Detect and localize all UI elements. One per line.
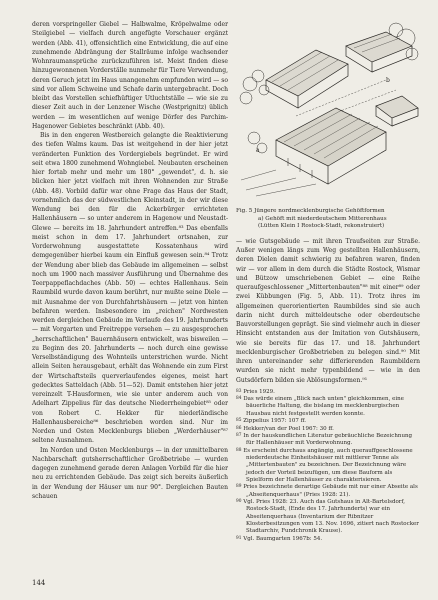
figure (236, 20, 420, 206)
footnote: $^{83}$ Pries 1929. (236, 388, 275, 395)
footnote: $^{87}$ In der hauskundlichen Literatur gebräuchliche Bezeichnung für Hallenhäuser mit Vorderwohnung. (236, 432, 413, 447)
svg-text:a: a (256, 147, 260, 154)
paragraph: deren vorspringeller Giebel — Halbwalme, Kröpelwalme oder Steilgiebel — vielfach durch angefügte Vorschauer ergänzt werden (Abb. 41), offensichtlich eine Entwicklung, die auf eine zunehmende Abdrängung der Stallräume infolge wachsender Wohnraumansprüche zurückzuführen ist. Meist finden diese hinzugewonnenen Vorderställe nunmehr für Tiere Verwendung, deren Geruch jetzt im Haus unangenehm empfunden wird — so sind vor allem Schweine und Schafe darin untergebracht. Doch bleibt das Vorstellen schiefhüftiger Utluchtställe — wie sie zu dieser Zeit auch in der Lenzener Wische (Westprignitz) üblich werden — im wesentlichen auf wenige Dörfer des Parchim-Hagenower Gebietes beschränkt (Abb. 40). (32, 21, 228, 130)
footnote: $^{88}$ Es erscheint durchaus angängig, auch querauffgeschlossene niederdeutsche Einheitshäuser mit mittlerer Tenne als „Mittertenbauten" zu bezeichnen. Der Bezeichnung wäre jedoch der Vorteil beizufügen, um diese Bauform als Spielform der Hallenhäuser zu charakterisieren. (236, 447, 413, 483)
farmstead-sketch-icon (236, 20, 420, 206)
footnote: $^{85}$ Zippelius 1957: 107 ff. (236, 418, 307, 425)
left-column (32, 20, 228, 501)
paragraph: Im Norden und Osten Mecklenburgs — in der unmittelbaren Nachbarschaft gutsherrschaftlicher Großbetriebe — wurden dagegen zunehmend gerade deren Anlagen Vorbild für die hier neu zu errichtenden Gebäude. Das zeigt sich bereits äußerlich in der Wendung der Häuser um nur 90°. Dergleichen Bauten schauen (32, 446, 228, 500)
footnotes (236, 389, 420, 543)
caption-line: (Lütten Klein I Rostock-Stadt, rekonstruiert) (258, 223, 385, 230)
svg-text:b: b (386, 77, 390, 84)
figure-caption (236, 208, 420, 231)
footnote: $^{86}$ Hekker/van der Poel 1967: 30 ff. (236, 425, 334, 432)
right-column (236, 20, 420, 543)
paragraph: Bis in den engeren Westbereich gelangte die Reaktivierung des tiefen Walms kaum. Das ist weitgehend in der hier jetzt veränderten Funktion des Vordergiebels begründet. Er wird seit etwa 1800 zunehmend Wohngiebel. Neubauten erscheinen hier fortab mehr und mehr um 180° „gewendet", d. h. sie blicken hier jetzt vielfach mit ihren Wohnenden zur Straße (Abb. 48). Vorbild dafür war ohne Frage das Haus der Stadt, vornehmlich das der südwestlichen Kleinstadt, in der wir diese Wendung bei den für die Ackerbürger errichteten Hallenhäusern — so unter anderem in Hagenow und Neustadt-Glewe — bereits im 18. Jahrhundert antreffen.⁸³ Das ebenfalls meist schon in dem 17. Jahrhundert ortsnahen, zur Vorderwohnung ausgestattete Kossatenhaus wird demgegenüber hierbei kaum ein Einfluß gewesen sein.⁸⁴ Trotz der Wendung aber blieb das Gebäude im allgemeinen — selbst noch um 1900 nach massiver Ausführung und Übernahme des Teerpappeflachdaches (Abb. 50) — echtes Hallenhaus. Sein Raumbild wurde davon kaum berührt, nur mußte seine Diele — mit Ausnahme der von Durchfahrtshäusern — jetzt von hinten befahren werden. Insbesondere im „reichen" Nordwesten werden dergleichen Gebäude im Verlaufe des 19. Jahrhunderts — mit Vorgarten und Freitreppe versehen — zu ausgesprochen „herrschaftlichen" Bauernhäusern entwickelt, was bisweilen — zu Beginn des 20. Jahrhunderts — noch durch eine gewisse Verselbständigung des Wohnteils unterstrichen wurde. Nicht allein Seiten herausgebaut, erhält das Wohnende ein zum First der Wirtschaftsteils querverlaufendes eigenes, meist hart gedecktes Satteldach (Abb. 51—52). Damit entstehen hier jetzt vereinzelt T-Hausformen, wie sie unter anderem auch von Adelhart Zippelius für das deutsche Niederrheingebiet⁸⁵ oder von Robert C. Hekker für niederländische Hallenhausbereiche⁸⁶ beschrieben worden sind. Nur im Norden und Osten Mecklenburgs blieben „Werderhäuser"⁸⁷ seltene Ausnahmen. (32, 132, 228, 445)
right-body-text (236, 237, 420, 385)
caption-line: a) Gehöft mit niederdeutschem Mitterenhaus (258, 215, 387, 222)
paragraph: — wie Gutsgebäude — mit ihren Traufseiten zur Straße. Außer wenigen längs zum Weg gestellten Hallenhäusern, deren Dielen damit schwierig zu befahren waren, finden wir — vor allem in dem durch die Städte Rostock, Wismar und Bützow umschriebenen Gebiet — eine Reihe queraufgeschlossener „Mittertenbauten"⁸⁸ mit einer⁸⁹ oder zwei Kübbungen (Fig. 5, Abb. 11). Trotz ihres im allgemeinen querorientierten Raumbildes sind sie auch darin nicht durch mitteldeutsche oder oberdeutsche Bauvorstellungen geprägt. Sie sind vielmehr auch in dieser Hinsicht entstanden aus der Imitation von Gutshäusern, wie sie bereits für das 17. und 18. Jahrhundert mecklenburgischer Großbetrieben zu belegen sind.⁹⁰ Mit ihren untereinander sehr differierenden Raumbildern wurden sie nicht mehr typenbildend — wie in den Gutsdörfern bilden sie Ablösungsformen.⁹¹ (236, 237, 420, 384)
footnote: $^{84}$ Das würde einem „Blick nach unten" gleichkommen, eine bäuerliche Haltung, die bislang im mecklenburgischen Hausbau nicht festgestellt werden konnte. (236, 396, 404, 417)
caption-line: Fig. 5 Jüngere nordmecklenburgische Gehöftformen (236, 208, 385, 214)
footnote: $^{90}$ Vgl. Pries 1928: 23. Auch das Gutshaus in Alt-Bartelsdorf, Rostock-Stadt, (Ende des 17. Jahrhunderts) war ein Abseitenquerhaus (Inventarium der Ribnitzer Klosterbesitzungen vom 13. Nov. 1696, zitiert nach Rostocker Stadtarchiv, Fundchronik Krause). (236, 498, 419, 535)
page-number: 144 (32, 579, 46, 587)
footnote: $^{89}$ Pries bezeichnete derartige Gebäude mit nur einer Abseite als „Abseitenquerhaus" (Pries 1928: 21). (236, 484, 418, 498)
footnote: $^{91}$ Vgl. Baumgarten 1967b: 54. (236, 535, 323, 542)
